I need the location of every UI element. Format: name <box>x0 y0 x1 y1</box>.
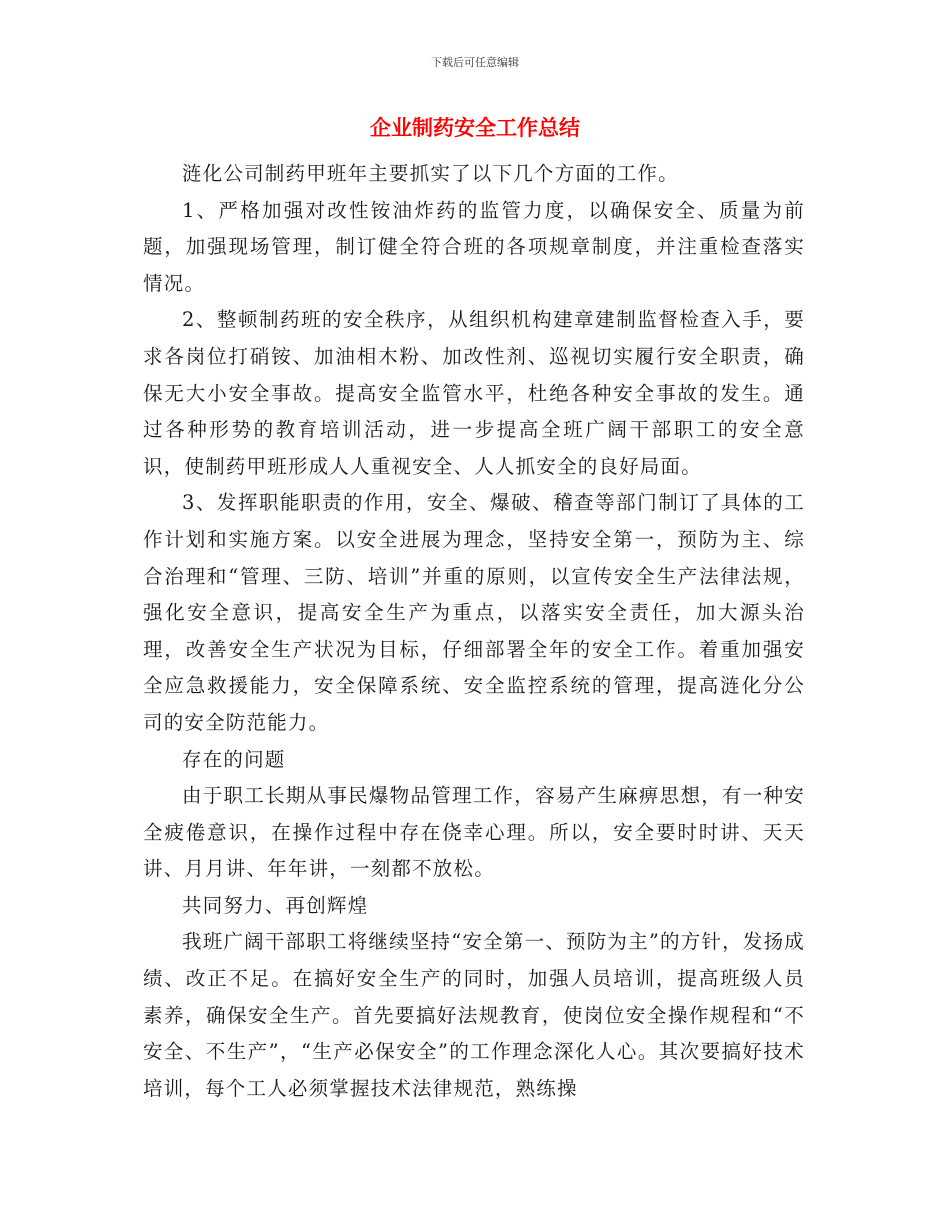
section-heading-problems: 存在的问题 <box>182 747 286 771</box>
document-body <box>143 156 805 1107</box>
document-title: 企业制药安全工作总结 <box>370 116 580 140</box>
paragraph-item-2: 2、整顿制药班的安全秩序，从组织机构建章建制监督检查入手，要求各岗位打硝铵、加油相木粉、加改性剂、巡视切实履行安全职责，确保无大小安全事故。提高安全监管水平，杜绝各种安全事故的发生。通过各种形势的教育培训活动，进一步提高全班广阔干部职工的安全意识，使制药甲班形成人人重视安全、人人抓安全的良好局面。 <box>143 308 805 478</box>
paragraph-item-1: 1、严格加强对改性铵油炸药的监管力度，以确保安全、质量为前题，加强现场管理，制订健全符合班的各项规章制度，并注重检查落实情况。 <box>143 198 805 295</box>
intro-paragraph: 涟化公司制药甲班年主要抓实了以下几个方面的工作。 <box>182 162 679 185</box>
effort-paragraph: 我班广阔干部职工将继续坚持“安全第一、预防为主”的方针，发扬成绩、改正不足。在搞好安全生产的同时，加强人员培训，提高班级人员素养，确保安全生产。首先要搞好法规教育，使岗位安全操作规程和“不安全、不生产”，“生产必保安全”的工作理念深化人心。其次要搞好技术培训，每个工人必须掌握技术法律规范，熟练操 <box>143 930 805 1100</box>
problems-paragraph: 由于职工长期从事民爆物品管理工作，容易产生麻痹思想，有一种安全疲倦意识，在操作过程中存在侥幸心理。所以，安全要时时讲、天天讲、月月讲、年年讲，一刻都不放松。 <box>143 784 805 881</box>
section-heading-effort: 共同努力、再创辉煌 <box>182 893 369 917</box>
header-note: 下载后可任意编辑 <box>431 56 519 69</box>
paragraph-item-3: 3、发挥职能职责的作用，安全、爆破、稽查等部门制订了具体的工作计划和实施方案。以安全进展为理念，坚持安全第一，预防为主、综合治理和“管理、三防、培训”并重的原则，以宣传安全生产法律法规，强化安全意识，提高安全生产为重点，以落实安全责任，加大源头治理，改善安全生产状况为目标，仔细部署全年的安全工作。着重加强安全应急救援能力，安全保障系统、安全监控系统的管理，提高涟化分公司的安全防范能力。 <box>143 491 805 734</box>
